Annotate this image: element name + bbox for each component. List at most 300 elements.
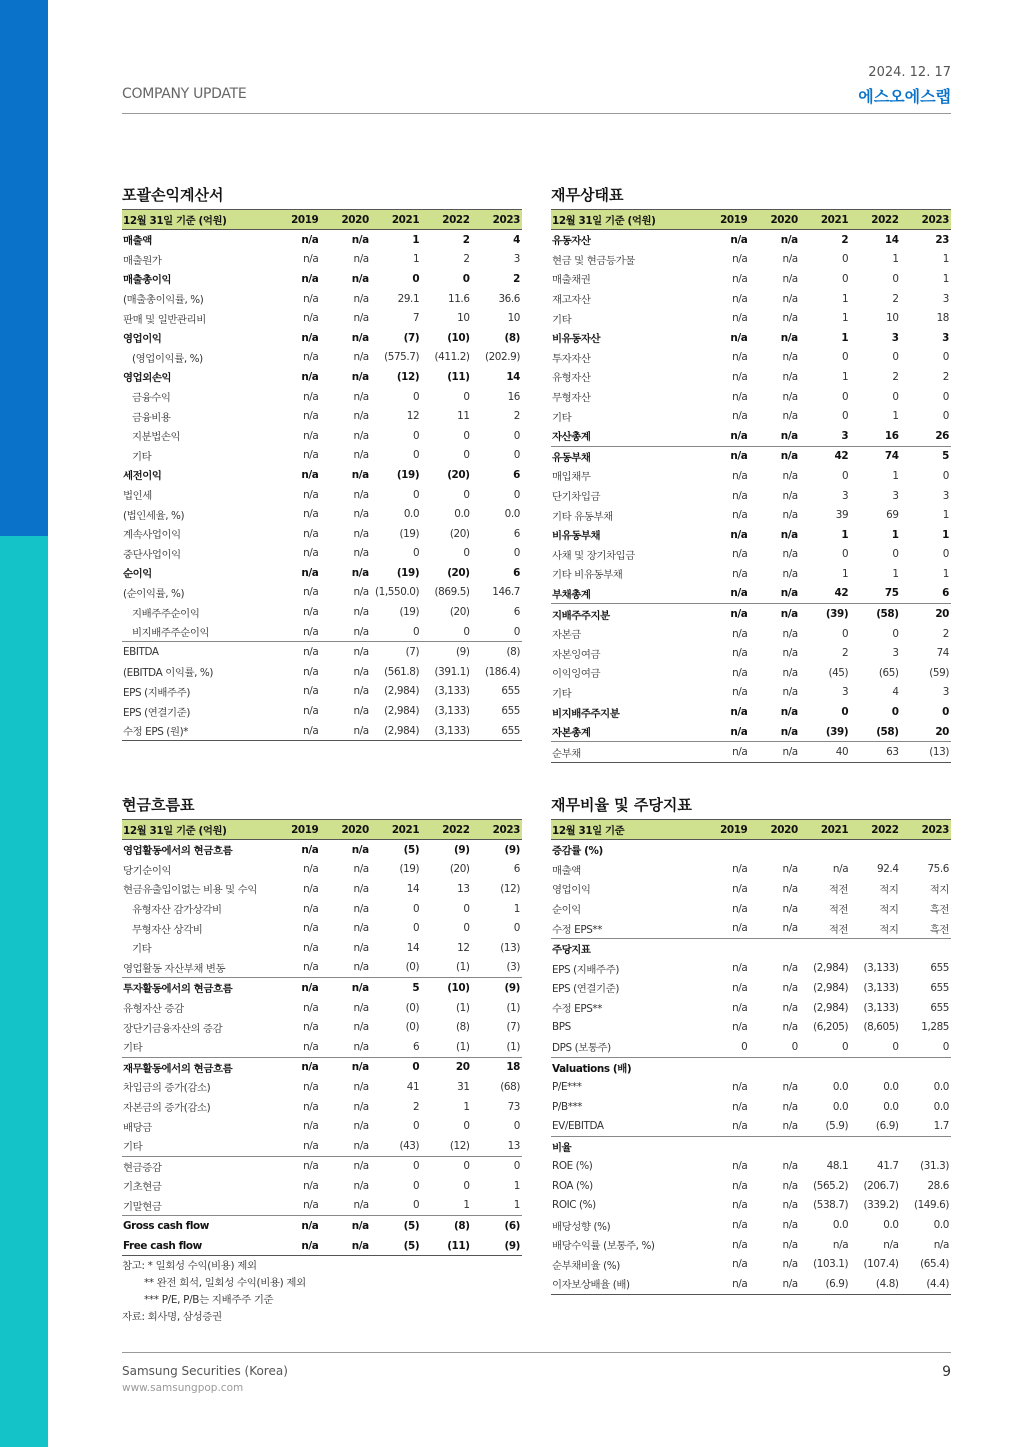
cell-value: 0 bbox=[841, 253, 849, 266]
cell-value: n/a bbox=[782, 489, 798, 502]
cell-value: (1) bbox=[456, 1001, 470, 1014]
row-label: 매출원가 bbox=[123, 254, 162, 267]
cell-value: 0 bbox=[841, 390, 849, 403]
cell-value: (2,984) bbox=[384, 705, 420, 718]
row-label: 유동부채 bbox=[551, 446, 699, 466]
cell-value: n/a bbox=[749, 742, 799, 763]
footer-company: Samsung Securities (Korea) bbox=[122, 1364, 288, 1378]
cell-value: 0 bbox=[463, 1120, 470, 1133]
cell-value: n/a bbox=[353, 1001, 369, 1014]
cell-value: n/a bbox=[782, 981, 798, 994]
table-row bbox=[122, 1037, 522, 1057]
table-row bbox=[122, 622, 522, 642]
cell-value: n/a bbox=[320, 721, 370, 741]
row-label: 기타 bbox=[552, 687, 572, 700]
table-row bbox=[122, 978, 522, 998]
cell-value: 0.0 bbox=[832, 1219, 849, 1232]
cell-value: 0 bbox=[463, 429, 470, 442]
footer-divider bbox=[122, 1352, 951, 1353]
row-label: 자산총계 bbox=[552, 431, 591, 444]
row-label: 비지배주주순이익 bbox=[132, 627, 210, 640]
cell-value: 4 bbox=[513, 233, 520, 246]
cell-value: (58) bbox=[850, 604, 900, 624]
row-label: 영업이익 bbox=[123, 333, 162, 346]
cell-value bbox=[699, 1136, 749, 1156]
table-row bbox=[551, 486, 951, 506]
cell-value: n/a bbox=[303, 527, 319, 540]
cell-value: 0 bbox=[412, 488, 420, 501]
cell-value: n/a bbox=[832, 1238, 849, 1251]
cell-value: n/a bbox=[732, 469, 748, 482]
row-label: 재무활동에서의 현금흐름 bbox=[122, 1057, 270, 1077]
cell-value: n/a bbox=[353, 922, 369, 935]
cell-value: 74 bbox=[936, 647, 949, 660]
table-row bbox=[551, 1254, 951, 1274]
cell-value: 1 bbox=[412, 253, 420, 266]
report-date: 2024. 12. 17 bbox=[868, 65, 951, 80]
cell-value: 0 bbox=[513, 1120, 520, 1133]
cell-value: 655 bbox=[501, 685, 520, 698]
cell-value: 41 bbox=[406, 1080, 420, 1093]
cell-value: 0 bbox=[412, 1199, 420, 1212]
cell-value: n/a bbox=[301, 468, 319, 481]
cell-value: n/a bbox=[320, 642, 370, 662]
cell-value: 3 bbox=[942, 292, 949, 305]
cell-value: n/a bbox=[303, 508, 319, 521]
cell-value: 0 bbox=[942, 410, 949, 423]
source-note: 자료: 회사명, 삼성증권 bbox=[122, 1311, 222, 1323]
row-label: 유형자산 감가상각비 bbox=[132, 904, 222, 917]
table-row bbox=[122, 721, 522, 741]
cell-value: (6,205) bbox=[813, 1021, 849, 1034]
table-row bbox=[122, 289, 522, 309]
cell-value: 0 bbox=[513, 547, 520, 560]
cell-value: 5 bbox=[371, 978, 421, 998]
cell-value: 1 bbox=[942, 253, 949, 266]
row-label: 비유동자산 bbox=[552, 333, 601, 346]
table-row bbox=[122, 642, 522, 662]
row-label: 매출총이익 bbox=[123, 274, 172, 287]
income-statement-table bbox=[122, 209, 522, 741]
cell-value: n/a bbox=[732, 1080, 748, 1093]
cell-value: n/a bbox=[782, 1021, 798, 1034]
cell-value: 74 bbox=[850, 446, 900, 466]
cell-value: 655 bbox=[930, 981, 949, 994]
cell-value: n/a bbox=[749, 1274, 799, 1294]
cell-value: n/a bbox=[782, 666, 798, 679]
cell-value: n/a bbox=[320, 1216, 370, 1236]
row-label: 투자자산 bbox=[552, 352, 591, 365]
cell-value: (2,984) bbox=[813, 962, 849, 975]
cell-value: 0.0 bbox=[883, 1100, 899, 1113]
table-row bbox=[551, 387, 951, 407]
income-statement-section bbox=[122, 185, 522, 741]
cell-value: n/a bbox=[730, 587, 748, 600]
cell-value: n/a bbox=[270, 721, 320, 741]
cell-value: 0 bbox=[412, 902, 420, 915]
cell-value: 2 bbox=[841, 647, 849, 660]
header-divider bbox=[122, 113, 951, 114]
cell-value: 0 bbox=[891, 706, 899, 719]
cell-value bbox=[901, 1136, 951, 1156]
cell-value: (31.3) bbox=[920, 1160, 949, 1173]
row-label: 비지배주주지분 bbox=[552, 707, 620, 720]
cell-value: 11.6 bbox=[448, 292, 470, 305]
cell-value: 6 bbox=[513, 863, 520, 876]
cell-value: 0.0 bbox=[933, 1100, 949, 1113]
table-row bbox=[122, 544, 522, 564]
cell-value: n/a bbox=[301, 233, 319, 246]
cell-value: n/a bbox=[353, 449, 369, 462]
footnote-1: 참고: * 일회성 수익(비용) 제외 bbox=[122, 1260, 257, 1272]
cell-value: n/a bbox=[732, 666, 748, 679]
row-label: 영업활동 자산부채 변동 bbox=[123, 962, 226, 975]
cell-value: 1 bbox=[513, 1199, 520, 1212]
row-label: 비율 bbox=[551, 1136, 699, 1156]
row-label: 자본금의 증가(감소) bbox=[123, 1102, 211, 1115]
cell-value: 2 bbox=[462, 233, 470, 246]
cell-value: 29.1 bbox=[397, 292, 420, 305]
table-row bbox=[122, 958, 522, 978]
row-label: 부채총계 bbox=[552, 588, 591, 601]
cell-value: 23 bbox=[935, 233, 949, 246]
cell-value: 0.0 bbox=[504, 508, 520, 521]
cell-value: n/a bbox=[301, 566, 319, 579]
cell-value: 0 bbox=[463, 488, 470, 501]
row-label: 이익잉여금 bbox=[552, 668, 601, 681]
cell-value: 0 bbox=[841, 410, 849, 423]
table-row bbox=[122, 1156, 522, 1176]
table-header-row bbox=[122, 210, 522, 230]
table-row bbox=[551, 1196, 951, 1216]
cell-value: n/a bbox=[353, 665, 369, 678]
cell-value: (575.7) bbox=[384, 351, 420, 364]
table-row bbox=[122, 662, 522, 682]
cell-value: (4.8) bbox=[850, 1274, 900, 1294]
cell-value: 1 bbox=[892, 567, 899, 580]
cell-value: 2 bbox=[942, 627, 949, 640]
cell-value: 1 bbox=[513, 1179, 520, 1192]
cell-value: 6 bbox=[513, 527, 520, 540]
cell-value: (39) bbox=[800, 604, 850, 624]
cell-value: n/a bbox=[303, 488, 319, 501]
cell-value: 0.0 bbox=[832, 1100, 849, 1113]
cell-value: 0 bbox=[513, 449, 520, 462]
cell-value: n/a bbox=[782, 548, 798, 561]
cell-value: n/a bbox=[699, 446, 749, 466]
row-label: 영업외손익 bbox=[123, 372, 172, 385]
cell-value: 1 bbox=[463, 1199, 470, 1212]
cell-value: n/a bbox=[303, 941, 319, 954]
cell-value: n/a bbox=[732, 647, 748, 660]
cell-value: 14 bbox=[884, 233, 899, 246]
cell-value: (9) bbox=[454, 843, 470, 856]
cell-value: n/a bbox=[303, 253, 319, 266]
cell-value: 0 bbox=[371, 1156, 421, 1176]
row-label: 배당성향 (%) bbox=[552, 1220, 611, 1233]
cell-value: n/a bbox=[780, 233, 798, 246]
cell-value: 0 bbox=[462, 272, 470, 285]
cell-value: 2 bbox=[942, 370, 949, 383]
cell-value: (2,984) bbox=[813, 981, 849, 994]
header-year: 2023 bbox=[901, 210, 951, 230]
row-label: 기초현금 bbox=[123, 1181, 162, 1194]
cell-value: 41.7 bbox=[877, 1160, 899, 1173]
cell-value: (13) bbox=[500, 941, 520, 954]
cell-value: 10 bbox=[886, 312, 899, 325]
cell-value: 0 bbox=[412, 272, 420, 285]
cell-value: n/a bbox=[749, 446, 799, 466]
row-label: 지배주주지분 bbox=[551, 604, 699, 624]
table-row bbox=[551, 722, 951, 742]
cell-value: n/a bbox=[780, 706, 798, 719]
cell-value: n/a bbox=[353, 586, 369, 599]
header-year: 2019 bbox=[270, 820, 320, 840]
cell-value bbox=[749, 1057, 799, 1077]
row-label: DPS (보통주) bbox=[552, 1042, 611, 1055]
table-row bbox=[122, 860, 522, 880]
cell-value: (19) bbox=[399, 527, 420, 540]
row-label: 기타 bbox=[123, 1042, 143, 1055]
cell-value: 0 bbox=[463, 922, 470, 935]
ratios-table bbox=[551, 819, 951, 1295]
cell-value: n/a bbox=[732, 370, 748, 383]
cell-value: n/a bbox=[732, 981, 748, 994]
cell-value: 655 bbox=[930, 962, 949, 975]
row-label: 유형자산 증감 bbox=[123, 1003, 184, 1016]
cell-value: (58) bbox=[876, 725, 899, 738]
table-row bbox=[122, 387, 522, 407]
table-row bbox=[122, 230, 522, 250]
cell-value: 31 bbox=[457, 1080, 470, 1093]
cell-value: (68) bbox=[500, 1080, 520, 1093]
header-year: 2022 bbox=[850, 820, 900, 840]
cell-value: (2,984) bbox=[813, 1001, 849, 1014]
cell-value: 0 bbox=[463, 449, 470, 462]
cell-value: 0.0 bbox=[933, 1080, 949, 1093]
row-label: EPS (연결기준) bbox=[552, 983, 619, 996]
row-label: ROE (%) bbox=[552, 1160, 593, 1173]
cell-value: 1 bbox=[942, 528, 949, 541]
cell-value: 655 bbox=[501, 705, 520, 718]
table-row bbox=[551, 702, 951, 722]
cell-value bbox=[850, 840, 900, 860]
table-row bbox=[122, 1196, 522, 1216]
table-row bbox=[551, 959, 951, 979]
cell-value: n/a bbox=[303, 705, 319, 718]
cell-value: (59) bbox=[929, 666, 949, 679]
cell-value: 0.0 bbox=[883, 1080, 899, 1093]
table-row bbox=[551, 1017, 951, 1037]
cell-value: (0) bbox=[405, 1021, 420, 1034]
cell-value: (13) bbox=[901, 742, 951, 763]
cell-value: 0 bbox=[892, 627, 899, 640]
cell-value: n/a bbox=[303, 547, 319, 560]
cell-value: 0 bbox=[942, 1040, 949, 1053]
balance-sheet-section bbox=[551, 185, 951, 763]
footnotes bbox=[122, 1258, 522, 1326]
cell-value: n/a bbox=[782, 1100, 798, 1113]
cell-value: (3,133) bbox=[434, 705, 470, 718]
row-label: 금융비용 bbox=[132, 411, 171, 424]
table-row bbox=[122, 348, 522, 368]
cell-value bbox=[749, 938, 799, 958]
cell-value: n/a bbox=[782, 567, 798, 580]
table-row bbox=[551, 230, 951, 250]
row-label: 계속사업이익 bbox=[123, 529, 181, 542]
cell-value: n/a bbox=[353, 253, 369, 266]
row-label: EBITDA bbox=[122, 642, 270, 662]
cell-value: n/a bbox=[699, 742, 749, 763]
cell-value: 0 bbox=[412, 1179, 420, 1192]
table-row bbox=[551, 1235, 951, 1255]
cell-value: n/a bbox=[732, 489, 748, 502]
cell-value: n/a bbox=[732, 922, 748, 935]
cell-value: 0 bbox=[463, 1179, 470, 1192]
ratios-section bbox=[551, 795, 951, 1295]
cell-value: n/a bbox=[782, 1238, 798, 1251]
cell-value: 3 bbox=[892, 647, 899, 660]
cell-value bbox=[850, 1136, 900, 1156]
cell-value: 1 bbox=[841, 528, 849, 541]
cell-value: n/a bbox=[303, 1080, 319, 1093]
cell-value: 4 bbox=[892, 686, 899, 699]
cell-value: (39) bbox=[825, 725, 849, 738]
cell-value: n/a bbox=[832, 863, 849, 876]
cell-value: n/a bbox=[301, 370, 319, 383]
sidebar-accent-bottom bbox=[0, 536, 48, 1447]
row-label: 지배주주순이익 bbox=[132, 607, 200, 620]
cell-value: n/a bbox=[732, 351, 748, 364]
table-row bbox=[551, 918, 951, 938]
cell-value: 0 bbox=[513, 488, 520, 501]
table-row bbox=[551, 624, 951, 644]
cell-value: (19) bbox=[399, 863, 420, 876]
cell-value: n/a bbox=[353, 508, 369, 521]
cell-value: n/a bbox=[730, 528, 748, 541]
cell-value: 20 bbox=[421, 1057, 471, 1077]
table-row bbox=[122, 879, 522, 899]
cell-value: (8) bbox=[472, 642, 522, 662]
cell-value: (12) bbox=[500, 882, 520, 895]
cell-value: n/a bbox=[270, 1156, 320, 1176]
cell-value: (9) bbox=[472, 978, 522, 998]
cell-value: 0 bbox=[412, 429, 420, 442]
cell-value: n/a bbox=[353, 429, 369, 442]
cell-value: 3 bbox=[942, 489, 949, 502]
table-row bbox=[122, 1077, 522, 1097]
cell-value: 0 bbox=[412, 1120, 420, 1133]
cell-value: n/a bbox=[301, 331, 319, 344]
row-label: 배당금 bbox=[123, 1121, 152, 1134]
cell-value: n/a bbox=[732, 1021, 748, 1034]
cell-value: 26 bbox=[935, 429, 949, 442]
cell-value: 적지 bbox=[879, 923, 899, 936]
table-row bbox=[122, 998, 522, 1018]
table-row bbox=[551, 367, 951, 387]
cell-value: 655 bbox=[930, 1001, 949, 1014]
cell-value: n/a bbox=[320, 1236, 370, 1256]
cell-value: n/a bbox=[780, 587, 798, 600]
cell-value: n/a bbox=[732, 1238, 748, 1251]
cell-value: (9) bbox=[421, 642, 471, 662]
table-row bbox=[122, 485, 522, 505]
row-label: 기타 bbox=[552, 313, 572, 326]
cell-value bbox=[800, 938, 850, 958]
cell-value: 2 bbox=[463, 253, 470, 266]
cell-value: 0 bbox=[513, 429, 520, 442]
cell-value: n/a bbox=[782, 1120, 798, 1133]
row-label: 무형자산 bbox=[552, 392, 591, 405]
cell-value: 2 bbox=[892, 370, 899, 383]
row-label: 기타 유동부채 bbox=[552, 510, 613, 523]
row-label: 단기차입금 bbox=[552, 491, 601, 504]
cell-value: (3,133) bbox=[434, 685, 470, 698]
cell-value: 1 bbox=[942, 509, 949, 522]
cell-value: n/a bbox=[353, 1139, 369, 1152]
cell-value bbox=[800, 840, 850, 860]
cell-value: n/a bbox=[782, 469, 798, 482]
cell-value: (10) bbox=[421, 978, 471, 998]
cell-value: (8) bbox=[504, 331, 520, 344]
cell-value bbox=[901, 840, 951, 860]
cell-value: 18 bbox=[472, 1057, 522, 1077]
cell-value: 20 bbox=[901, 604, 951, 624]
cell-value: (7) bbox=[506, 1021, 520, 1034]
cell-value: (3,133) bbox=[863, 981, 899, 994]
cell-value: n/a bbox=[351, 468, 369, 481]
cell-value: 적전 bbox=[828, 884, 849, 897]
cell-value bbox=[699, 840, 749, 860]
cell-value: n/a bbox=[732, 1179, 748, 1192]
cell-value: n/a bbox=[303, 1139, 319, 1152]
row-label: EV/EBITDA bbox=[552, 1120, 604, 1133]
row-label: 순부채 bbox=[551, 742, 699, 763]
cell-value: 0 bbox=[892, 548, 899, 561]
cell-value: n/a bbox=[732, 1001, 748, 1014]
row-label: 순이익 bbox=[123, 568, 152, 581]
table-row bbox=[551, 250, 951, 270]
table-row bbox=[122, 1176, 522, 1196]
cell-value: n/a bbox=[732, 627, 748, 640]
cell-value: 14 bbox=[506, 370, 520, 383]
row-label: (순이익률, %) bbox=[123, 587, 185, 600]
cell-value: n/a bbox=[732, 253, 748, 266]
cell-value: n/a bbox=[699, 1274, 749, 1294]
cell-value: 0 bbox=[472, 1156, 522, 1176]
sidebar-accent-top bbox=[0, 0, 48, 536]
cell-value: (7) bbox=[403, 331, 420, 344]
cell-value: 2 bbox=[892, 292, 899, 305]
table-row bbox=[122, 899, 522, 919]
cell-value: (103.1) bbox=[813, 1258, 849, 1271]
cell-value: n/a bbox=[303, 1001, 319, 1014]
cell-value: n/a bbox=[732, 686, 748, 699]
cell-value: 1 bbox=[841, 312, 849, 325]
cash-flow-section bbox=[122, 795, 522, 1256]
cell-value: n/a bbox=[303, 1040, 319, 1053]
cell-value: n/a bbox=[749, 604, 799, 624]
cell-value: 1 bbox=[513, 902, 520, 915]
table-row bbox=[551, 289, 951, 309]
table-row bbox=[122, 1136, 522, 1156]
cell-value: n/a bbox=[353, 606, 369, 619]
cell-value: 13 bbox=[507, 1139, 520, 1152]
cell-value: n/a bbox=[270, 1216, 320, 1236]
cell-value: 40 bbox=[800, 742, 850, 763]
footer-url[interactable]: www.samsungpop.com bbox=[122, 1382, 244, 1394]
row-label: 법인세 bbox=[123, 490, 152, 503]
